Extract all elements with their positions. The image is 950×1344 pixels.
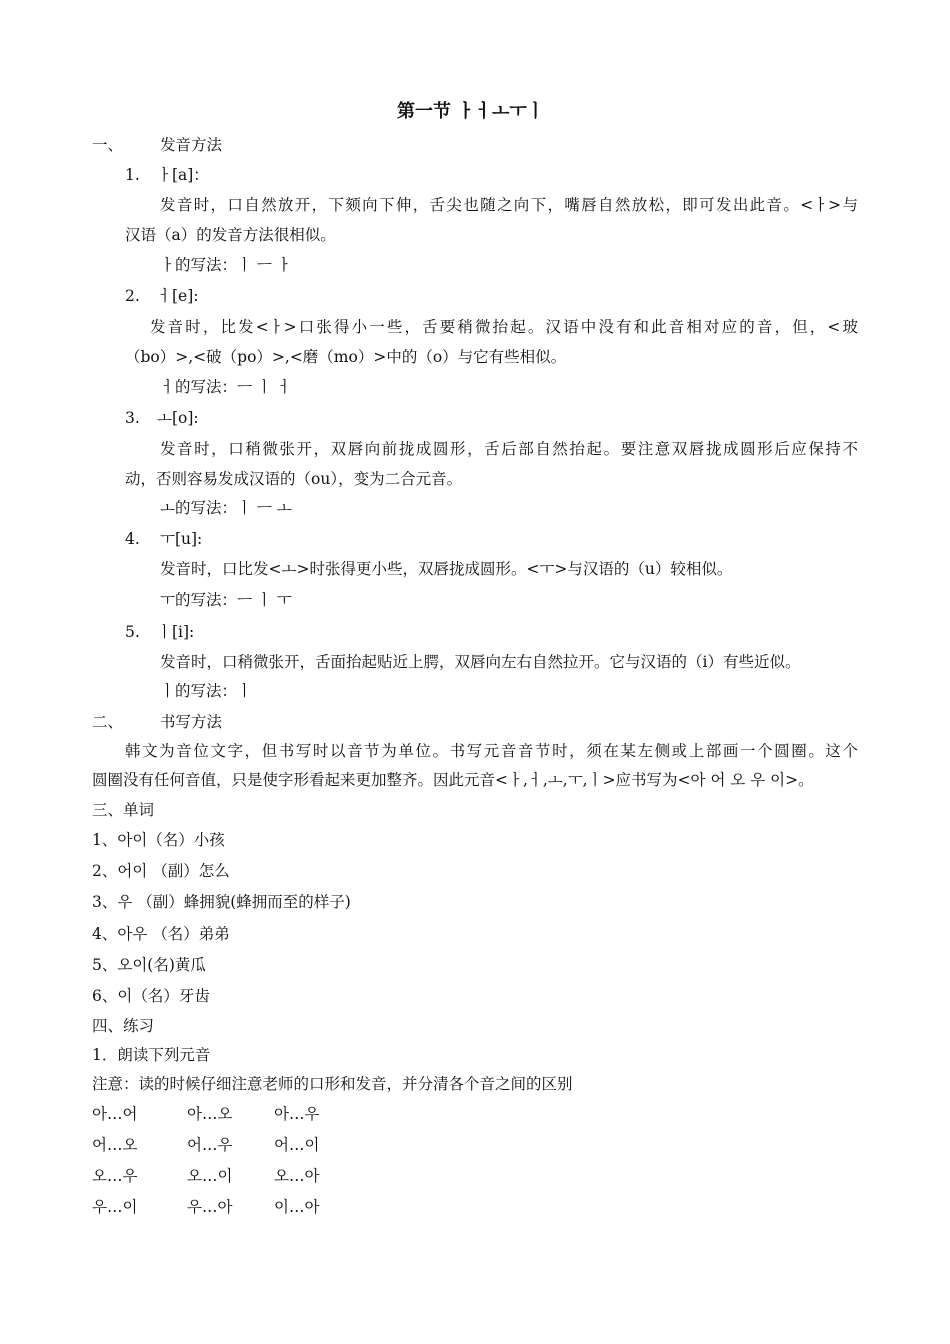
word-4: 4、아우 （名）弟弟	[92, 925, 230, 943]
exercise-1-note: 注意：读的时候仔细注意老师的口形和发音，并分清各个音之间的区别	[92, 1075, 573, 1093]
item-3-number: 3.	[125, 409, 140, 427]
item-1-description-line-1: 发音时，口自然放开，下颏向下伸，舌尖也随之向下，嘴唇自然放松，即可发出此音。<ㅏ>与	[160, 196, 858, 214]
drill-pair: 우…이	[92, 1198, 138, 1216]
section1-heading: 发音方法	[160, 136, 223, 154]
item-3-label: ㅗ[o]:	[157, 409, 199, 427]
item-2-description-line-2: （bo）>,<破（po）>,<磨（mo）>中的（o）与它有些相似。	[125, 348, 567, 366]
drill-pair: 어…이	[274, 1136, 320, 1154]
item-2-description-line-1: 发音时，比发<ㅏ>口张得小一些，舌要稍微抬起。汉语中没有和此音相对应的音，但，<玻	[150, 318, 858, 336]
item-1-number: 1.	[125, 166, 140, 184]
word-2: 2、어이 （副）怎么	[92, 862, 230, 880]
item-4-writing: ㅜ的写法：ㅡ ㅣ ㅜ	[160, 591, 292, 609]
item-5-number: 5.	[125, 623, 140, 641]
item-5-writing: ㅣ的写法：ㅣ	[160, 682, 252, 700]
item-4-number: 4.	[125, 530, 140, 548]
word-6: 6、이（名）牙齿	[92, 987, 210, 1005]
section2-paragraph-line-2: 圆圈没有任何音值，只是使字形看起来更加整齐。因此元音<ㅏ,ㅓ,ㅗ,ㅜ,ㅣ>应书写为<아 어 오 우 이>。	[92, 771, 814, 789]
item-5-description-line-1: 发音时，口稍微张开，舌面抬起贴近上腭，双唇向左右自然拉开。它与汉语的（i）有些近似。	[160, 653, 801, 671]
item-1-description-line-2: 汉语（a）的发音方法很相似。	[125, 226, 336, 244]
section2-heading: 书写方法	[160, 713, 223, 731]
item-2-number: 2.	[125, 287, 140, 305]
item-2-label: ㅓ[e]:	[157, 287, 199, 305]
section1-heading-number: 一、	[92, 136, 124, 154]
drill-pair: 어…우	[187, 1136, 233, 1154]
section2-heading-number: 二、	[92, 713, 124, 731]
drill-pair: 아…우	[274, 1105, 320, 1123]
item-3-description-line-1: 发音时，口稍微张开，双唇向前拢成圆形，舌后部自然抬起。要注意双唇拢成圆形后应保持不	[160, 440, 858, 458]
drill-pair: 아…오	[187, 1105, 233, 1123]
drill-pair: 오…이	[187, 1167, 233, 1185]
item-4-description-line-1: 发音时，口比发<ㅗ>时张得更小些，双唇拢成圆形。<ㅜ>与汉语的（u）较相似。	[160, 560, 733, 578]
word-5: 5、오이(名)黄瓜	[92, 956, 206, 974]
item-1-writing: ㅏ的写法：ㅣ ㅡ ㅏ	[160, 256, 292, 274]
section4-heading: 四、练习	[92, 1017, 155, 1035]
item-5-label: ㅣ[i]:	[157, 623, 195, 641]
section2-paragraph-line-1: 韩文为音位文字，但书写时以音节为单位。书写元音音节时，须在某左侧或上部画一个圆圈。这个	[125, 742, 858, 760]
drill-pair: 어…오	[92, 1136, 138, 1154]
item-2-writing: ㅓ的写法：ㅡ ㅣ ㅓ	[160, 378, 292, 396]
word-3: 3、우 （副）蜂拥貌(蜂拥而至的样子)	[92, 893, 351, 911]
drill-pair: 오…우	[92, 1167, 138, 1185]
item-4-label: ㅜ[u]:	[160, 530, 203, 548]
item-3-description-line-2: 动，否则容易发成汉语的（ou），变为二合元音。	[125, 470, 463, 488]
drill-pair: 오…아	[274, 1167, 320, 1185]
item-3-writing: ㅗ的写法：ㅣ ㅡ ㅗ	[160, 499, 292, 517]
exercise-1-title: 1．朗读下列元音	[92, 1046, 211, 1064]
drill-pair: 아…어	[92, 1105, 138, 1123]
drill-pair: 이…아	[274, 1198, 320, 1216]
page-title: 第一节 ㅏㅓㅗㅜㅣ	[397, 101, 545, 122]
section3-heading: 三、单词	[92, 801, 155, 819]
word-1: 1、아이（名）小孩	[92, 831, 225, 849]
item-1-label: ㅏ[a]：	[157, 166, 209, 184]
drill-pair: 우…아	[187, 1198, 233, 1216]
